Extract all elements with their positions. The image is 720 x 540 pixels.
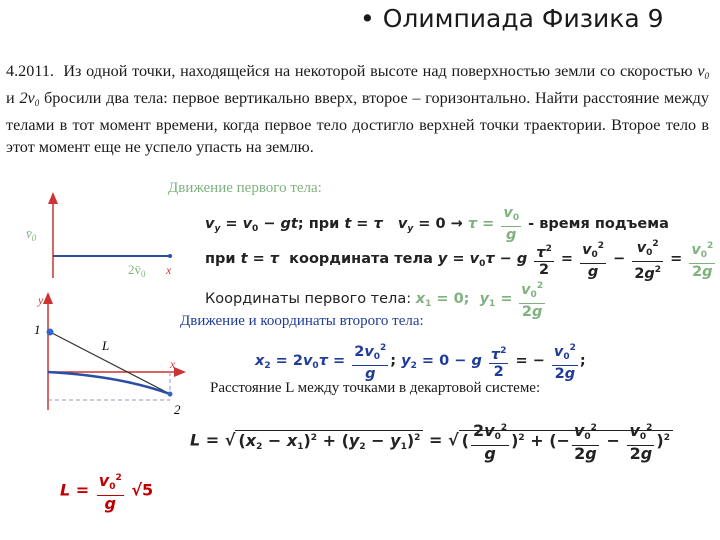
velocity-2v0: $2v_0$ (19, 89, 40, 108)
first-coords: Координаты первого тела: $x_1 = 0$; $y_1$ = $\frac{v_0^2}{2g}$ (205, 278, 547, 320)
x-axis-label: x (166, 263, 172, 277)
problem-text-part2: бросили два тела: первое вертикально вверх, второе – горизонтально. Найти расстояние между телами в тот момент времени, когда первое тело достигло верхней точки траектории. Второе тело в этот момент еще не успело упасть на землю. (6, 89, 710, 156)
formula-vy: $v_y = v_0$ − gt; при t = τ $v_y = 0 \to \tau$ = $\frac{v_0}{g}$ - время подъема (205, 205, 669, 243)
v0-label: $v̄_0$ (26, 226, 37, 243)
L-label: L (102, 338, 110, 353)
final-answer: L = $\frac{v_0^2}{g}$ √5 (60, 471, 154, 513)
conjunction: и (6, 89, 15, 107)
distance-heading: Расстояние L между точками в декартовой системе: (210, 380, 541, 396)
velocity-v0: $v_0$ (697, 62, 709, 81)
trajectory-diagram (30, 290, 190, 420)
formula-y-at-tau: при t = τ координата тела $y = v_0\tau - g$ $\frac{\tau^2}{2}$ = $\frac{v_0^2}{g}$ − $\frac{v_0^2}{2g^2}$ = $\frac{v_0^2}{2g}$ (205, 236, 717, 282)
y-axis-label: y (38, 293, 44, 307)
point-2-label: 2 (174, 402, 181, 417)
first-coords-heading: Координаты первого тела: (205, 291, 412, 307)
point-2-icon (168, 392, 173, 397)
problem-statement (6, 60, 709, 158)
formula-second-body: $x_2 = 2v_0\tau$ = $\frac{2v_0^2}{g}$ ; $y_2 = 0 - g$ $\frac{\tau^2}{2}$ = − $\frac{v_0^2}{2g}$ ; (255, 340, 586, 382)
y-arrow-icon (48, 192, 58, 204)
problem-text-part1: Из одной точки, находящейся на некоторой высоте над поверхностью земли со скоростью (63, 62, 693, 80)
point-1-icon (47, 329, 54, 336)
formula-distance: L = √ $(x_2 - x_1)^2 + (y_2 - y_1)^2$ = √ ( $\frac{2v_0^2}{g}$ )$^2$ + (− $\frac{v_0^2}{2g}$ − $\frac{v_0^2}{2g}$ )$^2$ (190, 420, 673, 462)
x-axis-label: x (170, 357, 176, 371)
y-arrow-icon (43, 292, 53, 304)
first-motion-heading: Движение первого тела: (168, 180, 322, 196)
x-arrow-icon (174, 367, 186, 377)
velocity-diagram (20, 190, 190, 280)
point-1-label: 1 (34, 322, 41, 337)
problem-number: 4.2011. (6, 62, 54, 80)
slide-title: • Олимпиада Физика 9 (360, 4, 664, 33)
2v0-label: $2v̄_0$ (128, 262, 146, 279)
second-motion-heading: Движение и координаты второго тела: (180, 313, 424, 329)
